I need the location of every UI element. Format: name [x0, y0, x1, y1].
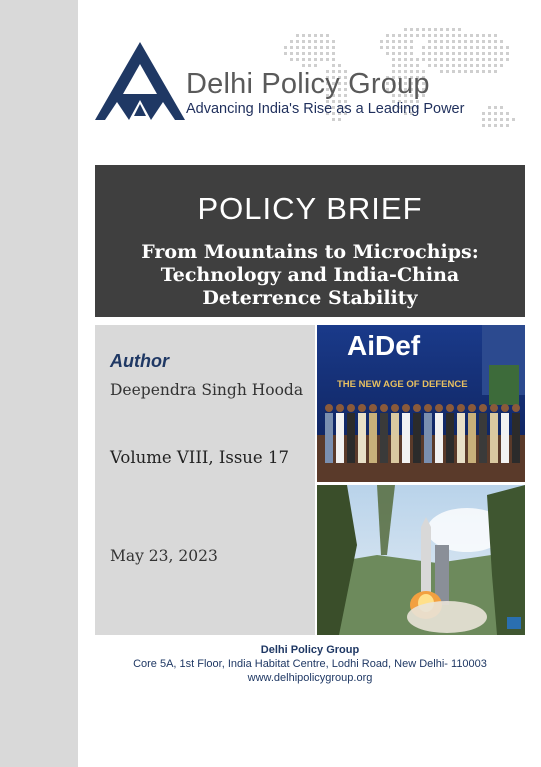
- author-label: Author: [110, 351, 169, 371]
- brief-title-line: From Mountains to Microchips:: [141, 241, 479, 263]
- volume-issue: Volume VIII, Issue 17: [110, 448, 289, 467]
- aidef-event-photo: [317, 325, 525, 482]
- brief-title-line: Deterrence Stability: [202, 287, 418, 309]
- logo-tagline: Advancing India's Rise as a Leading Power: [186, 101, 465, 117]
- rocket-launch-photo: [317, 485, 525, 635]
- footer-website: www.delhipolicygroup.org: [247, 672, 373, 684]
- brief-title: [95, 241, 525, 310]
- info-panel: [95, 325, 315, 635]
- dpg-logo-icon: [95, 42, 185, 122]
- aidef-banner-brand: AiDef: [347, 330, 421, 361]
- brief-title-line: Technology and India-China: [160, 264, 460, 286]
- left-margin-strip: [0, 0, 78, 767]
- author-name: Deependra Singh Hooda: [110, 381, 304, 399]
- publication-date: May 23, 2023: [110, 547, 218, 565]
- footer-address: Core 5A, 1st Floor, India Habitat Centre, Lodhi Road, New Delhi- 110003: [133, 658, 487, 670]
- footer-org-name: Delhi Policy Group: [260, 644, 360, 656]
- footer: [95, 643, 525, 685]
- logo-name: Delhi Policy Group: [186, 68, 430, 100]
- title-banner: [95, 165, 525, 317]
- aidef-banner-caption: THE NEW AGE OF DEFENCE: [337, 379, 468, 390]
- document-type-title: POLICY BRIEF: [197, 191, 423, 226]
